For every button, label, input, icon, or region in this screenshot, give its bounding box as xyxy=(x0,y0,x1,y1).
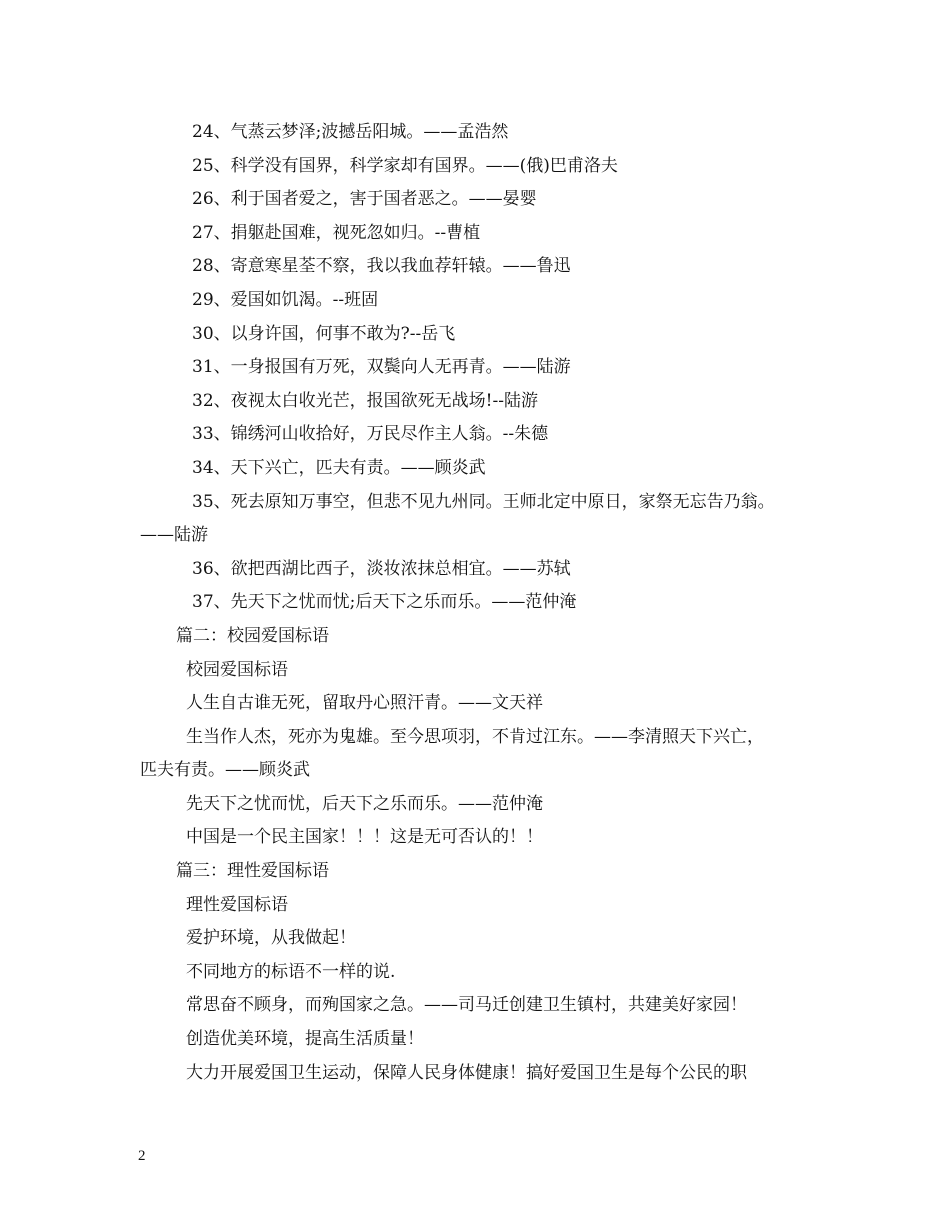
slogan-line: 大力开展爱国卫生运动，保障人民身体健康！搞好爱国卫生是每个公民的职 xyxy=(186,1062,747,1083)
quote-line: 28、寄意寒星荃不察，我以我血荐轩辕。——鲁迅 xyxy=(192,256,571,277)
page-number: 2 xyxy=(138,1148,146,1164)
slogan-line: 不同地方的标语不一样的说. xyxy=(186,961,396,982)
quote-line: 32、夜视太白收光芒，报国欲死无战场!--陆游 xyxy=(192,390,538,411)
quote-line: 24、气蒸云梦泽;波撼岳阳城。——孟浩然 xyxy=(192,122,509,142)
slogan-line-continuation: 匹夫有责。——顾炎武 xyxy=(140,760,310,781)
quote-line: 31、一身报国有万死，双鬓向人无再青。——陆游 xyxy=(192,357,571,378)
quote-line-continuation: ——陆游 xyxy=(140,525,208,546)
quote-line: 34、天下兴亡，匹夫有责。——顾炎武 xyxy=(192,457,486,478)
section-title: 理性爱国标语 xyxy=(186,894,288,915)
section-title: 校园爱国标语 xyxy=(186,659,288,680)
quote-line: 26、利于国者爱之，害于国者恶之。——晏婴 xyxy=(192,189,537,210)
slogan-line: 生当作人杰，死亦为鬼雄。至今思项羽，不肯过江东。——李清照天下兴亡， xyxy=(186,726,764,747)
section-heading: 篇二：校园爱国标语 xyxy=(176,625,329,646)
quote-line: 35、死去原知万事空，但悲不见九州同。王师北定中原日，家祭无忘告乃翁。 xyxy=(192,491,775,512)
quote-line: 36、欲把西湖比西子，淡妆浓抹总相宜。——苏轼 xyxy=(192,558,571,579)
document-body xyxy=(140,116,830,1090)
slogan-line: 爱护环境，从我做起！ xyxy=(186,928,356,949)
quote-line: 29、爱国如饥渴。--班固 xyxy=(192,289,379,310)
slogan-line: 创造优美环境，提高生活质量！ xyxy=(186,1029,424,1050)
quote-line: 37、先天下之忧而忧;后天下之乐而乐。——范仲淹 xyxy=(192,592,577,613)
slogan-line: 中国是一个民主国家！！！这是无可否认的！！ xyxy=(186,827,543,848)
slogan-line: 先天下之忧而忧，后天下之乐而乐。——范仲淹 xyxy=(186,793,543,814)
slogan-line: 常思奋不顾身，而殉国家之急。——司马迁创建卫生镇村，共建美好家园！ xyxy=(186,995,747,1016)
quote-line: 27、捐躯赴国难，视死忽如归。--曹植 xyxy=(192,222,481,243)
quote-line: 25、科学没有国界，科学家却有国界。——(俄)巴甫洛夫 xyxy=(192,155,618,176)
quote-line: 33、锦绣河山收拾好，万民尽作主人翁。--朱德 xyxy=(192,424,549,445)
slogan-line: 人生自古谁无死，留取丹心照汗青。——文天祥 xyxy=(186,693,543,714)
section-heading: 篇三：理性爱国标语 xyxy=(176,861,329,882)
quote-line: 30、以身许国，何事不敢为?--岳飞 xyxy=(192,323,456,344)
